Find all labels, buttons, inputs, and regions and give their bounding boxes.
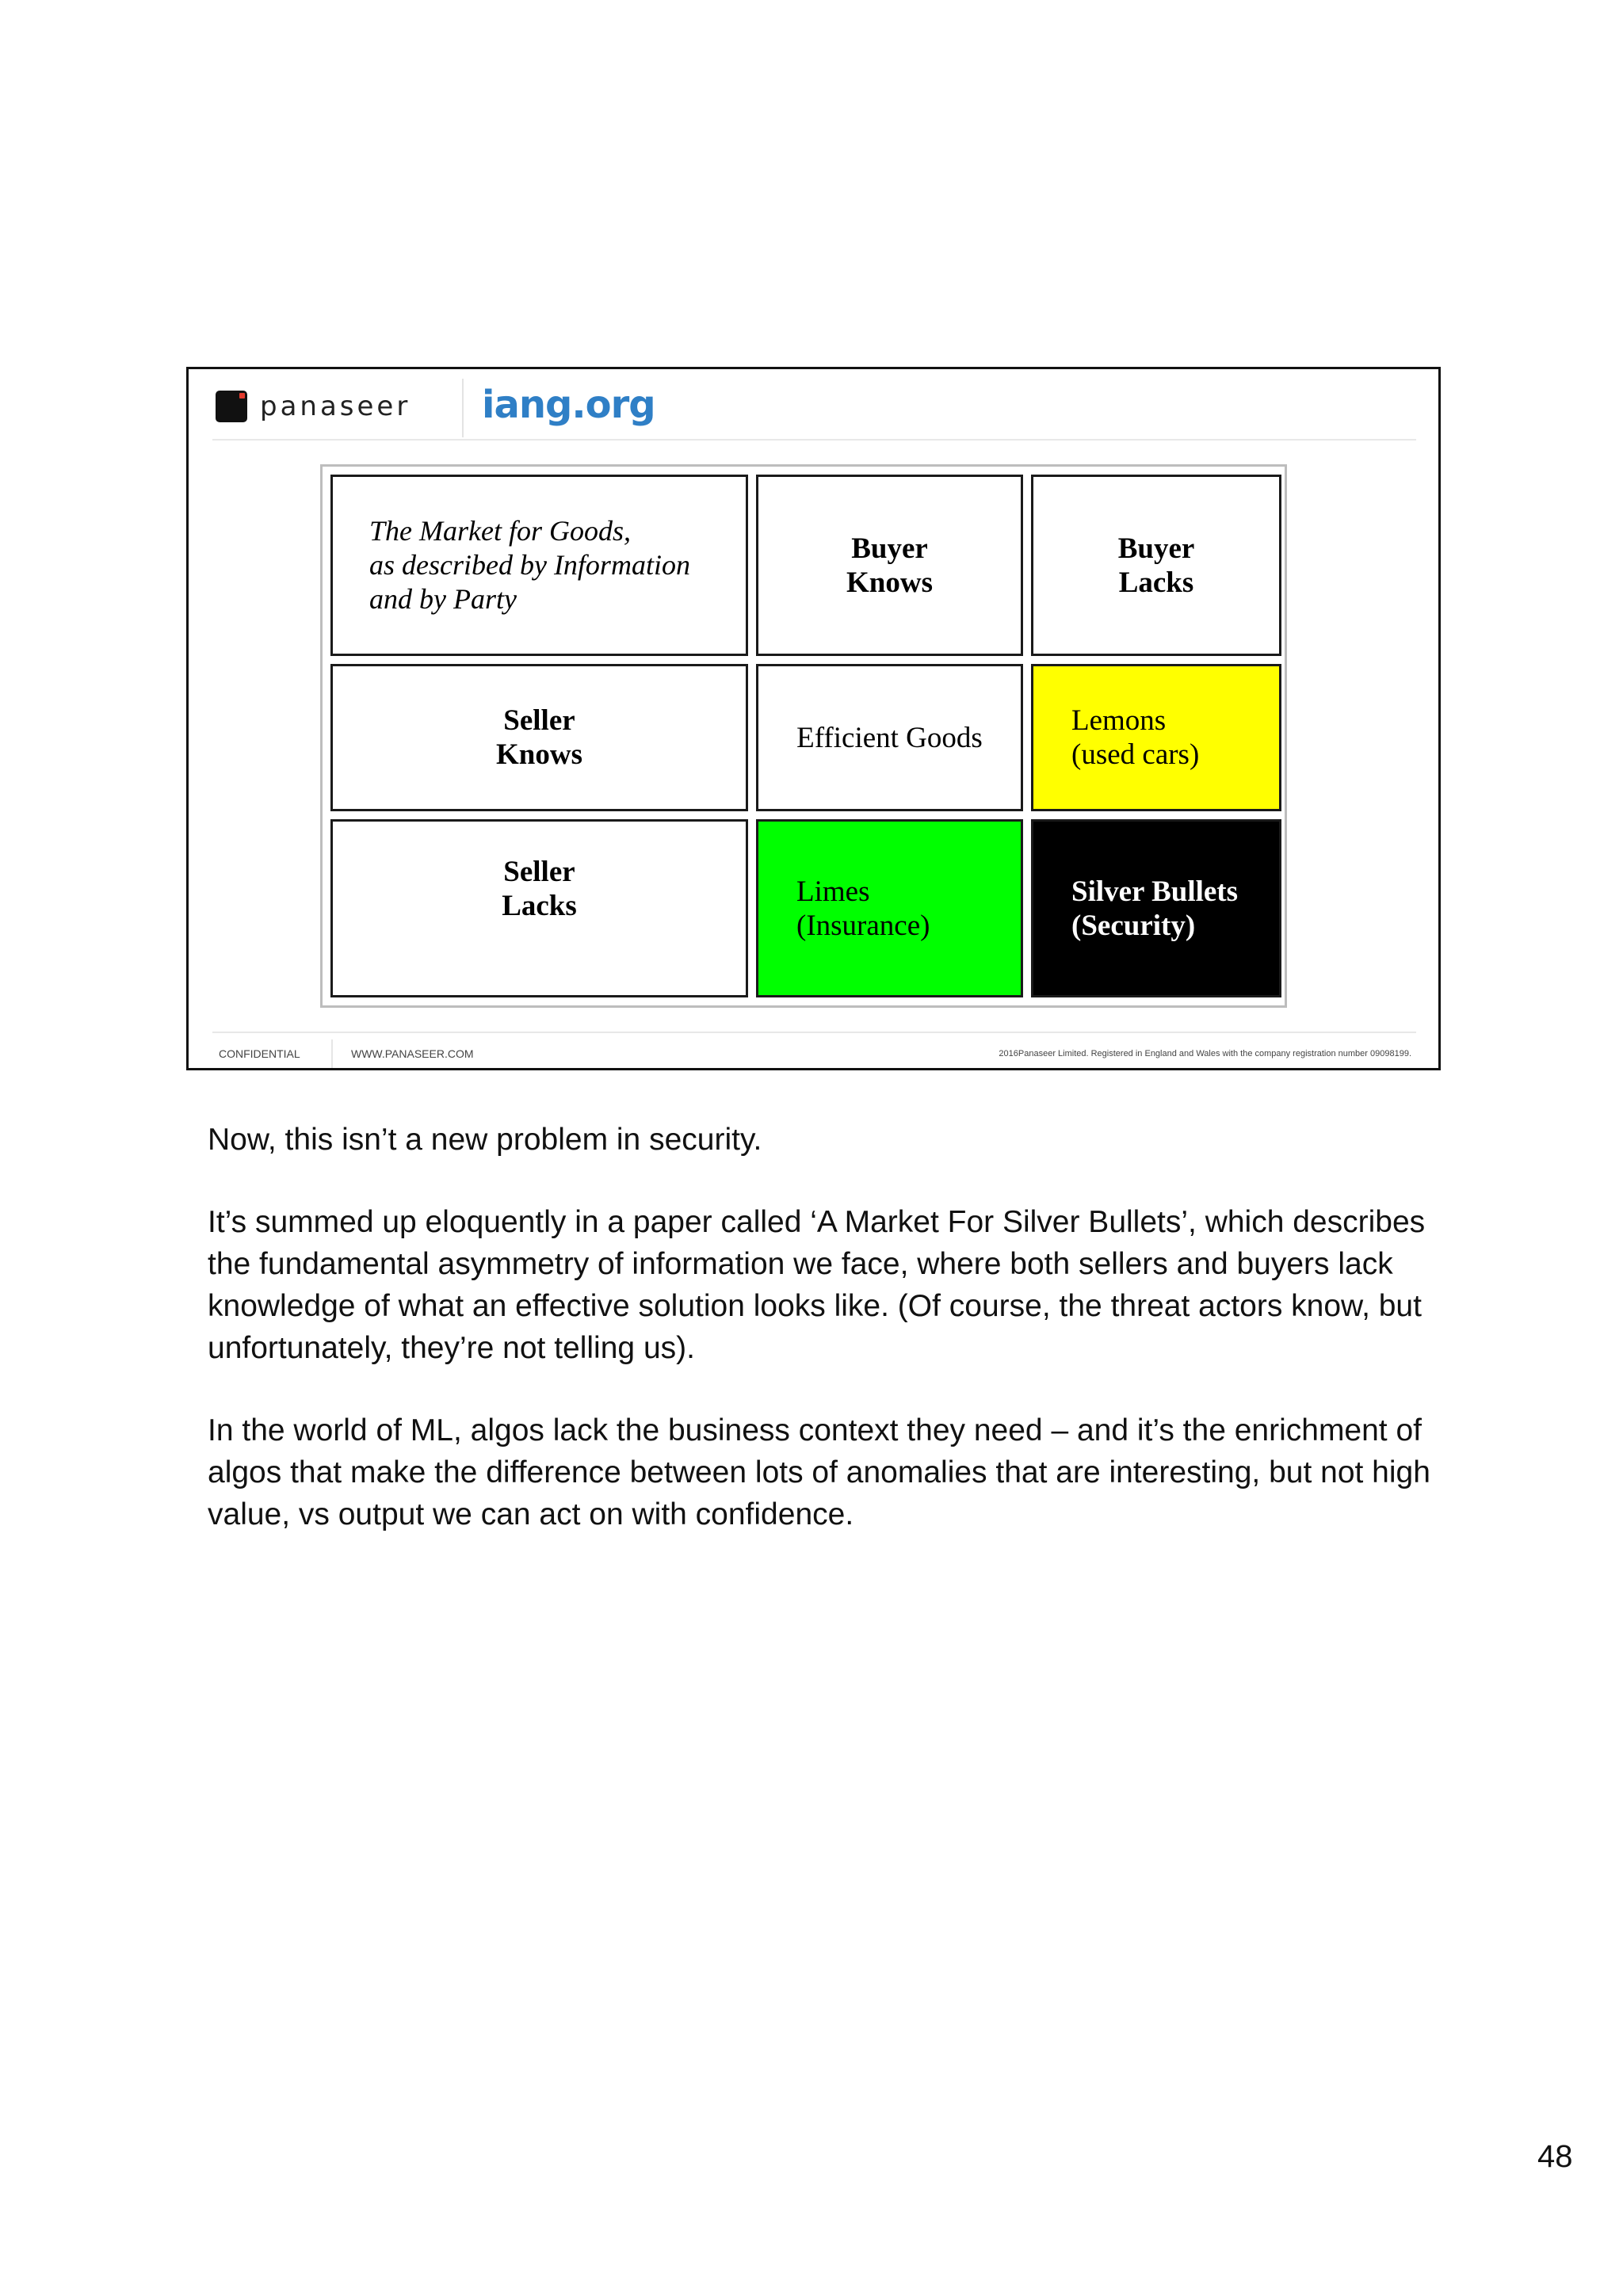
- matrix-title-cell: [330, 475, 748, 656]
- speaker-notes: [208, 1119, 1460, 1576]
- header-rule: [212, 439, 1416, 441]
- site-title: iang.org: [482, 383, 655, 427]
- logo-text: panaseer: [260, 391, 411, 422]
- lemons-label: Lemons (used cars): [1071, 704, 1200, 771]
- footer-legal: 2016Panaseer Limited. Registered in England and Wales with the company registration number 09098199.: [999, 1049, 1411, 1058]
- slide-header: [189, 369, 1438, 442]
- footer-url: WWW.PANASEER.COM: [351, 1047, 474, 1060]
- notes-paragraph-1: Now, this isn’t a new problem in security.: [208, 1123, 762, 1157]
- buyer-lacks-header: [1031, 475, 1281, 656]
- market-matrix: [320, 464, 1287, 1008]
- slide-footer: [189, 1032, 1438, 1071]
- slide-image: [186, 367, 1441, 1070]
- footer-separator: [331, 1039, 333, 1068]
- notes-paragraph-3: In the world of ML, algos lack the business context they need – and it’s the enrichment of algos that make the difference between lots of anomalies that are interesting, but not high value, vs output we can act on with confidence.: [208, 1413, 1430, 1531]
- seller-lacks-header: [330, 819, 748, 997]
- limes-cell: [756, 819, 1023, 997]
- buyer-knows-header: [756, 475, 1023, 656]
- efficient-goods-label: Efficient Goods: [796, 721, 983, 754]
- page-number: 48: [1537, 2139, 1573, 2174]
- footer-confidential: CONFIDENTIAL: [219, 1047, 300, 1060]
- seller-lacks-label: Seller Lacks: [502, 855, 577, 922]
- limes-label: Limes (Insurance): [796, 875, 930, 942]
- buyer-knows-label: Buyer Knows: [846, 532, 933, 599]
- notes-paragraph-2: It’s summed up eloquently in a paper called ‘A Market For Silver Bullets’, which describes the fundamental asymmetry of information we face, where both sellers and buyers lack knowledge of what an effective solution looks like. (Of course, the threat actors know, but unfortunately, they’re not telling us).: [208, 1205, 1426, 1365]
- seller-knows-label: Seller Knows: [496, 704, 582, 771]
- buyer-lacks-label: Buyer Lacks: [1117, 532, 1195, 599]
- panaseer-logo: [216, 391, 411, 422]
- header-divider: [462, 379, 464, 437]
- silver-bullets-cell: [1031, 819, 1281, 997]
- silver-bullets-label: Silver Bullets (Security): [1071, 875, 1239, 942]
- matrix-title: The Market for Goods, as described by Information and by Party: [369, 515, 690, 615]
- footer-rule: [212, 1032, 1416, 1033]
- panaseer-logo-icon: [216, 391, 247, 422]
- lemons-cell: [1031, 664, 1281, 811]
- seller-knows-header: [330, 664, 748, 811]
- efficient-goods-cell: [756, 664, 1023, 811]
